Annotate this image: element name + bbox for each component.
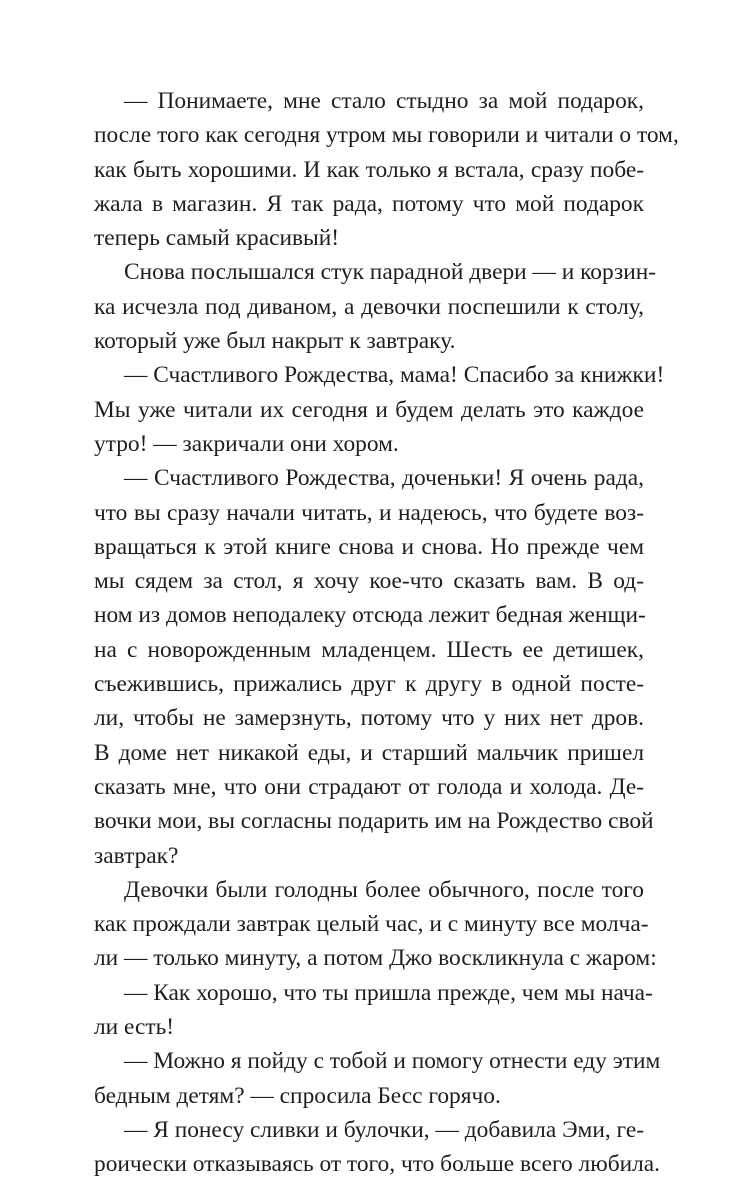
text-line: — Понимаете, мне стало стыдно за мой подарок, <box>124 88 644 114</box>
text-line: Снова послышался стук парадной двери — и корзин- <box>124 259 657 286</box>
paragraph <box>94 255 657 358</box>
text-line: ка исчезла под диваном, а девочки поспешили к столу, <box>94 293 644 320</box>
text-line: после того как сегодня утром мы говорили и читали о том, <box>94 122 679 149</box>
text-line: как прождали завтрак целый час, и с минуту все молча- <box>94 911 649 938</box>
text-line: мы сядем за стол, я хочу кое-что сказать вам. В од- <box>94 568 644 595</box>
paragraph <box>94 358 665 461</box>
text-line: Девочки были голодны более обычного, после того <box>124 876 644 903</box>
text-line: — Счастливого Рождества, доченьки! Я очень рада, <box>124 465 644 492</box>
text-line: утро! — закричали они хором. <box>94 430 399 457</box>
text-line: вращаться к этой книге снова и снова. Но прежде чем <box>94 533 644 560</box>
text-line: как быть хорошими. И как только я встала, сразу побе- <box>94 156 644 183</box>
text-line: бедным детям? — спросила Бесс горячо. <box>94 1082 501 1109</box>
paragraph <box>94 461 654 873</box>
text-line: съежившись, прижались друг к другу в одной посте- <box>94 671 644 698</box>
book-page <box>94 84 679 1182</box>
text-line: — Счастливого Рождества, мама! Спасибо за книжки! <box>124 362 665 389</box>
text-line: на с новорожденным младенцем. Шесть ее детишек, <box>94 636 644 663</box>
text-line: роически отказываясь от того, что больше всего любила. <box>94 1151 661 1178</box>
text-line: который уже был накрыт к завтраку. <box>94 328 456 355</box>
text-line: — Я понесу сливки и булочки, — добавила Эми, ге- <box>124 1116 644 1143</box>
text-line: жала в магазин. Я так рада, потому что мой подарок <box>94 190 644 217</box>
text-line: Мы уже читали их сегодня и будем делать это каждое <box>94 396 644 423</box>
text-line: вочки мои, вы согласны подарить им на Рождество свой <box>94 808 654 835</box>
text-line: ли есть! <box>94 1014 175 1041</box>
text-line: завтрак? <box>94 842 179 869</box>
text-line: В доме нет никакой еды, и старший мальчик пришел <box>94 739 644 766</box>
paragraph <box>94 1113 661 1182</box>
text-line: — Как хорошо, что ты пришла прежде, чем мы нача- <box>124 979 653 1006</box>
paragraph <box>94 84 679 255</box>
text-line: ном из домов неподалеку отсюда лежит бедная женщи- <box>94 602 646 629</box>
text-line: теперь самый красивый! <box>94 225 340 252</box>
text-line: — Можно я пойду с тобой и помогу отнести еду этим <box>124 1048 661 1075</box>
paragraph <box>94 976 653 1045</box>
paragraph <box>94 873 657 976</box>
text-line: ли, чтобы не замерзнуть, потому что у них нет дров. <box>94 705 644 732</box>
paragraph <box>94 1044 661 1113</box>
text-line: сказать мне, что они страдают от голода и холода. Де- <box>94 773 644 800</box>
text-line: ли — только минуту, а потом Джо воскликнула с жаром: <box>94 945 657 972</box>
text-line: что вы сразу начали читать, и надеюсь, что будете воз- <box>94 499 644 526</box>
